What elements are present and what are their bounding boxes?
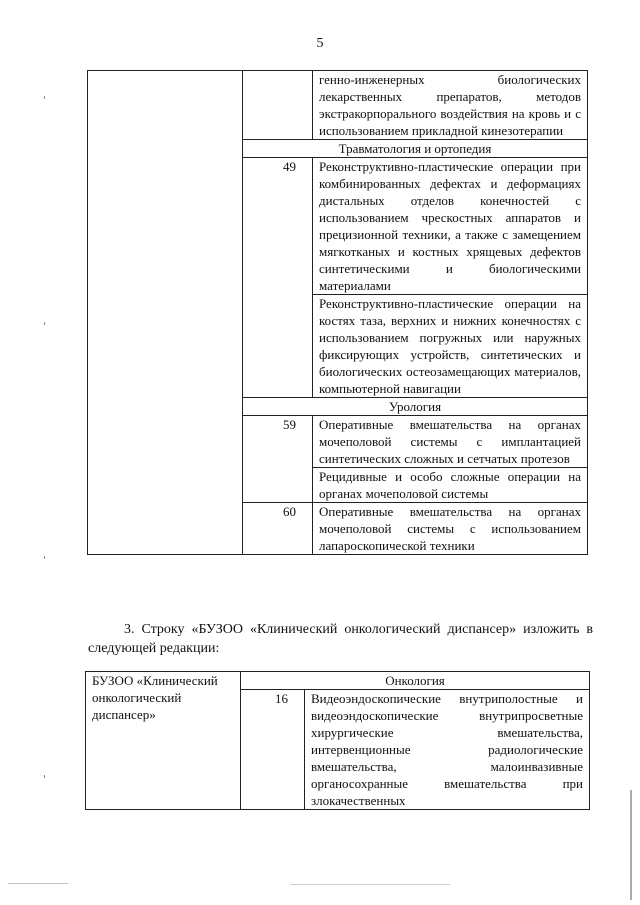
scan-speck xyxy=(290,884,450,885)
service-description: Оперативные вмешательства на органах мочеполовой системы с имплантацией синтетических сложных и сетчатых протезов xyxy=(313,416,588,468)
service-number: 60 xyxy=(243,503,313,555)
amendment-paragraph: 3. Строку «БУЗОО «Клинический онкологический диспансер» изложить в следующей редакции: xyxy=(88,622,593,656)
section-heading-urology: Урология xyxy=(243,398,588,416)
org-name: БУЗОО «Клинический онкологический диспансер» xyxy=(86,672,241,810)
table-row xyxy=(88,71,588,140)
scan-speck xyxy=(44,322,45,325)
service-description: Видеоэндоскопические внутриполостные и видеоэндоскопические внутрипросветные хирургические вмешательства, интервенционные радиологические вмешательства, малоинвазивные органосохранные вмешательства при злокачественных xyxy=(305,690,590,810)
service-description: Рецидивные и особо сложные операции на органах мочеполовой системы xyxy=(313,468,588,503)
service-number: 16 xyxy=(241,690,305,810)
scan-speck xyxy=(44,96,45,99)
org-cell-empty xyxy=(88,71,243,555)
scan-speck xyxy=(44,556,45,559)
service-description: Реконструктивно-пластические операции при комбинированных дефектах и деформациях дистальных отделов конечностей с использованием чрескостных аппаратов и прецизионной техники, а также с замещением мягкотканых и костных хрящевых дефектов синтетическими и биологическими материалами xyxy=(313,158,588,295)
scan-speck xyxy=(630,790,632,900)
oncology-table xyxy=(85,671,590,810)
section-heading-oncology: Онкология xyxy=(241,672,590,690)
service-description: Реконструктивно-пластические операции на костях таза, верхних и нижних конечностях с использованием погружных или наружных фиксирующих устройств, синтетических и биологических остеозамещающих материалов, компьютерной навигации xyxy=(313,295,588,398)
scan-speck xyxy=(44,775,45,778)
page-number: 5 xyxy=(316,36,324,51)
service-number: 59 xyxy=(243,416,313,503)
scan-speck xyxy=(8,883,68,884)
section-heading-trauma: Травматология и ортопедия xyxy=(243,140,588,158)
service-number: 49 xyxy=(243,158,313,398)
services-table-continued xyxy=(87,70,588,555)
service-description: Оперативные вмешательства на органах мочеполовой системы с использованием лапароскопической техники xyxy=(313,503,588,555)
section-row xyxy=(86,672,590,690)
service-description: генно-инженерных биологических лекарственных препаратов, методов экстракорпорального воздействия на кровь и с использованием прикладной кинезотерапии xyxy=(313,71,588,140)
num-cell-empty xyxy=(243,71,313,140)
